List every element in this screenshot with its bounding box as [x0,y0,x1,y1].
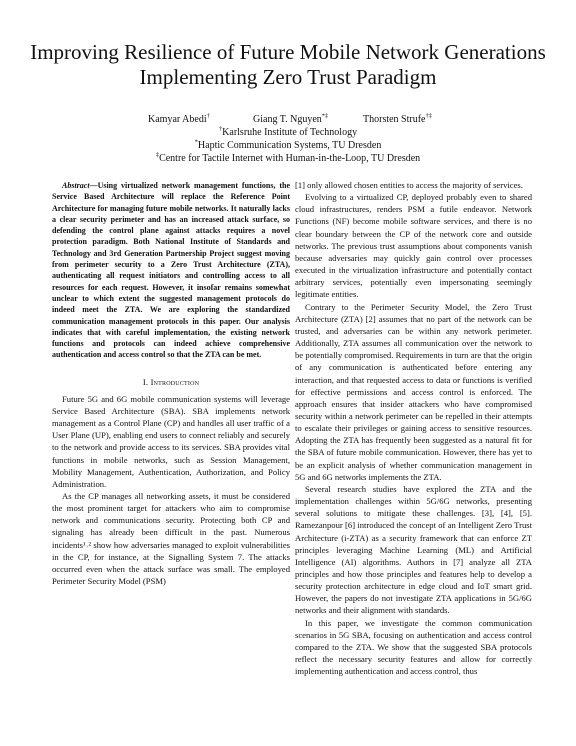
left-column [52,180,290,587]
section-heading: I. Introduction [142,376,200,387]
body-paragraph: In this paper, we investigate the common communication scenarios in 5G SBA, focusing on authentication and access control compared to the ZTA. We show that the suggested SBA protocols reflect the necessary security features and allow for correctly implementing authentication and access control, thus [295,617,532,677]
body-paragraph: [1] only allowed chosen entities to access the majority of services. [295,180,523,190]
abstract-text: —Using virtualized network management functions, the Service Based Architecture will replace the Reference Point Architecture for managing future mobile networks. It naturally lacks a clear security perimeter and has an increased attack surface, so defending the control plane against attacks requires a novel protection paradigm. Both National Institute of Standards and Technology and 3rd Generation Partnership Project suggest moving from perimeter security to a Zero Trust Architecture (ZTA), authenticating all request initiators and controlling access to all resources for each request. However, it insofar remains somewhat unclear to which extent the suggested management protocols do indeed meet the ZTA. We are exploring the standardized communication management protocols in this paper. Our analysis indicates that with careful implementation, the existing network functions and protocols can indeed achieve comprehensive authentication and access control so that the ZTA can be met. [52,181,290,360]
right-column [295,179,532,677]
paper-title: Improving Resilience of Future Mobile Network Generations Implementing Zero Trust Paradigm [30,40,546,89]
author-name: Thorsten Strufe [363,114,426,125]
abstract [52,180,290,361]
affiliation-text: Centre for Tactile Internet with Human-in-the-Loop, TU Dresden [159,153,421,164]
affiliation-1 [0,126,576,139]
author-mark: †‡ [425,112,432,120]
affiliation-mark: † [218,125,223,133]
body-paragraph: Future 5G and 6G mobile communication systems will leverage Service Based Architecture (SBA). SBA implements network management as a Control Plane (CP) and handles all user traffic of a User Plane (UP), enabling end users to connect reliably and securely to the network and provide access to its services. SBA provides vital functions in mobile networks, such as Session Management, Mobility Management, Authentication, Authorization, and Policy Administration. [52,393,290,489]
body-paragraph: Several research studies have explored the ZTA and the implementation challenges within 5G/6G networks, presenting several solutions to mitigate these challenges. [3], [4], [5]. Ramezanpour [6] introduced the concept of an Intelligent Zero Trust Architecture (i-ZTA) as a security framework that can enforce ZT principles leveraging Machine Learning (ML) and Artificial Intelligence (AI) algorithms. Authors in [7] analyze all ZTA principles and how those principles and features help to develop a security protection architecture in edge cloud and IoT smart grid. However, the papers do not investigate ZTA applications in 5G/6G networks and their alignment with standards. [295,483,532,616]
author-name: Kamyar Abedi [148,114,207,125]
affiliation-mark: ‡ [155,151,160,159]
affiliation-2 [0,139,576,152]
author-line [0,113,576,127]
author-mark: *‡ [321,112,329,120]
author-3 [363,113,432,127]
body-paragraph: As the CP manages all networking assets, it must be considered the most prominent target for attackers who aim to compromise network and communications security. Protecting both CP and signaling has already been difficult in the past. Numerous incidents¹˒² show how adversaries managed to exploit vulnerabilities in the CP, for instance, at the Signalling System 7. The attacks occurred even when the attack surface was small. The employed Perimeter Security Model (PSM) [52,491,290,587]
abstract-label: Abstract [62,181,90,190]
author-name: Giang T. Nguyen [253,114,322,125]
affiliation-mark: * [194,138,198,146]
affiliation-text: Karlsruhe Institute of Technology [222,127,358,138]
affiliation-text: Haptic Communication Systems, TU Dresden [197,140,382,151]
author-2 [253,113,328,127]
body-paragraph: Contrary to the Perimeter Security Model, the Zero Trust Architecture (ZTA) [2] assumes that no part of the network can be trusted, and adversaries can be within any network perimeter. Additionally, ZTA assumes all communication over the network to be potentially compromised. Requirements in turn are that the origin of any communication is authenticated before entering any interaction, and that requested access to data or functions is verified for effective permissions and access control is enforced. The approach ensures that insider attackers who have compromised security within a network perimeter can be repelled in their attempts to escalate their privileges or gaining access to sensitive resources. Adopting the ZTA has frequently been suggested as a natural fit for the SBA of future mobile communication. However, there has yet to be an explicit analysis of whether communication management in 5G and 6G networks implements the ZTA. [295,301,532,482]
author-1 [148,113,210,127]
author-mark: † [206,112,210,120]
affiliation-3 [0,152,576,165]
body-paragraph: Evolving to a virtualized CP, deployed probably even to shared cloud infrastructures, renders PSM a futile endeavor. Network Functions (NF) become mobile software services, and there is no clear boundary between the CP of the network core and outside networks. The previous trust assumptions about components vanish because adversaries may quickly gain control over processes executed in the virtualization infrastructure and potentially contact arbitrary services, potentially even impersonating seemingly legitimate entities. [295,192,532,300]
